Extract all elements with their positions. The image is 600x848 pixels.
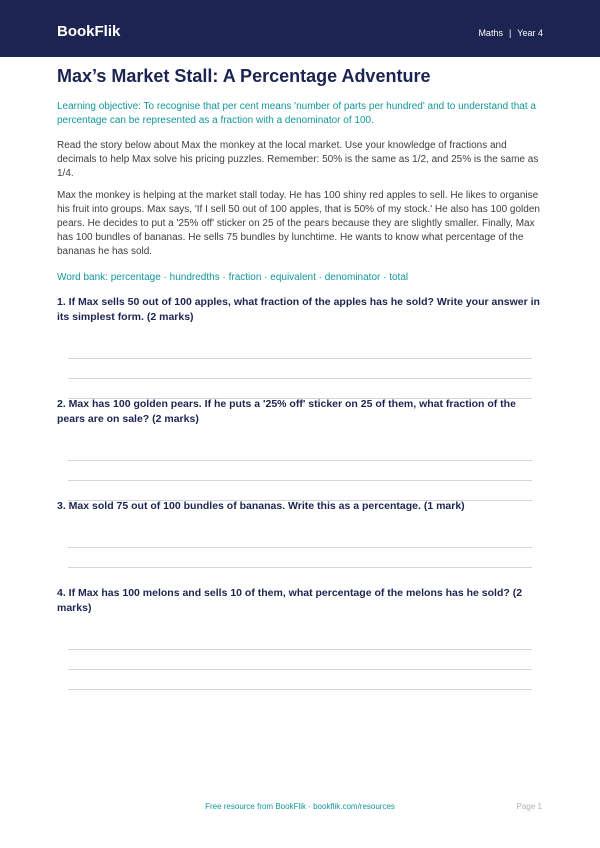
footer-credit-link[interactable]: Free resource from BookFlik · bookflik.com/resources: [205, 802, 395, 811]
answer-line[interactable]: [68, 547, 532, 548]
answer-line[interactable]: [68, 358, 532, 359]
intro-paragraph: Read the story below about Max the monkey at the local market. Use your knowledge of fractions and decimals to help Max solve his pricing puzzles. Remember: 50% is the same as 1/2, and 25% is the same as 1/4.: [57, 140, 539, 179]
page-footer: [0, 802, 600, 816]
brand-logo: BookFlik: [57, 23, 121, 40]
question-text: 2. Max has 100 golden pears. If he puts a '25% off' sticker on 25 of them, what fraction of the pears are on sale? (2 marks): [57, 398, 516, 425]
question-text: 3. Max sold 75 out of 100 bundles of bananas. Write this as a percentage. (1 mark): [57, 500, 465, 512]
year-label: Year 4: [517, 28, 543, 38]
question-1: [57, 295, 544, 325]
answer-line[interactable]: [68, 689, 532, 690]
word-bank: Word bank: percentage · hundredths · fraction · equivalent · denominator · total: [57, 272, 409, 283]
question-text: 4. If Max has 100 melons and sells 10 of them, what percentage of the melons has he sold? (2 marks): [57, 587, 523, 614]
question-3: [57, 499, 544, 514]
page-number: Page 1: [516, 802, 542, 811]
question-text: 1. If Max sells 50 out of 100 apples, what fraction of the apples has he sold? Write your answer in its simplest form. (2 marks): [57, 296, 540, 323]
story-paragraph: Max the monkey is helping at the market stall today. He has 100 shiny red apples to sell. He likes to organise his fruit into groups. Max says, 'If I sell 50 out of 100 apples, that is 50% of my stock.' He also has 100 golden pears. He decides to put a '25% off' sticker on 25 of the pears because they are slightly smaller. Finally, Max has 100 bundles of bananas. He sells 75 bundles by lunchtime. He wants to know what percentage of the bananas he has sold.: [57, 190, 540, 257]
answer-line[interactable]: [68, 378, 532, 379]
subject-label: Maths: [478, 28, 503, 38]
page-header: [0, 0, 600, 57]
worksheet-title: Max’s Market Stall: A Percentage Adventure: [57, 66, 431, 86]
question-4: [57, 586, 544, 616]
learning-objective: Learning objective: To recognise that per cent means 'number of parts per hundred' and to understand that a percentage can be represented as a fraction with a denominator of 100.: [57, 101, 536, 126]
answer-line[interactable]: [68, 567, 532, 568]
meta-separator: |: [508, 28, 512, 38]
answer-line[interactable]: [68, 669, 532, 670]
subject-year-label: [478, 28, 543, 38]
answer-line[interactable]: [68, 480, 532, 481]
worksheet-content: [57, 64, 544, 285]
answer-line[interactable]: [68, 649, 532, 650]
question-2: [57, 397, 544, 427]
answer-line[interactable]: [68, 460, 532, 461]
